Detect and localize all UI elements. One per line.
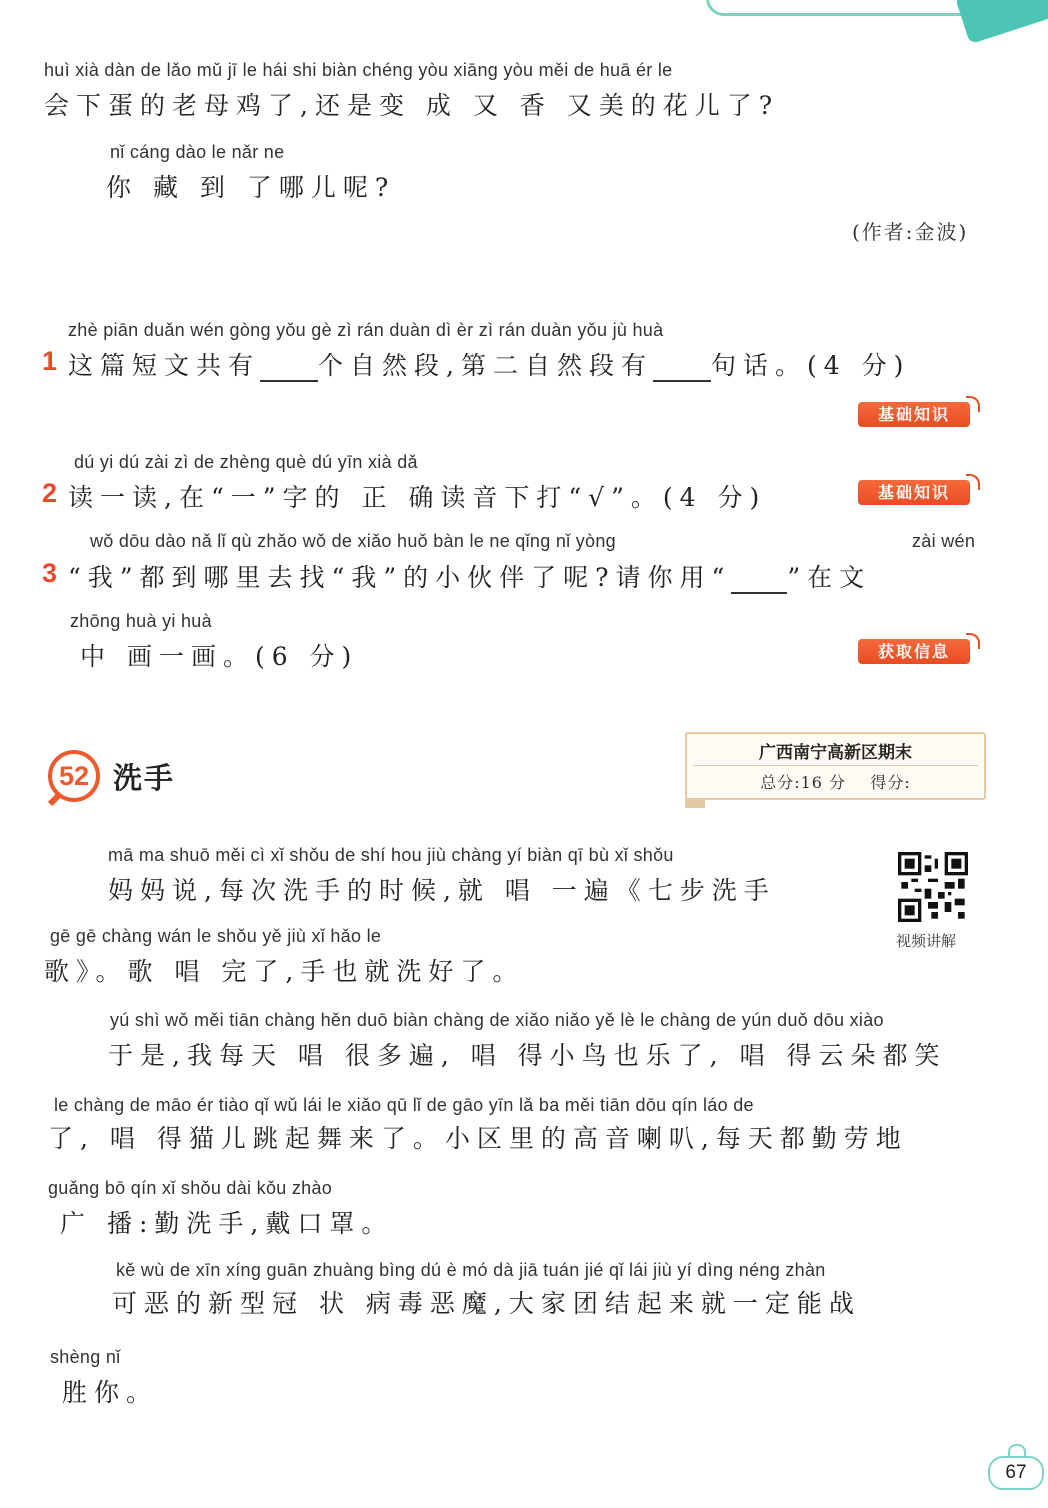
q3-blank[interactable] [731,570,787,594]
score-box [685,732,986,800]
para-line2-pinyin: gē gē chàng wán le shǒu yě jiù xǐ hǎo le [50,926,382,946]
q3-number: 3 [42,558,58,588]
para-line3-pinyin: yú shì wǒ měi tiān chàng hěn duō biàn chàng de xiǎo niǎo yě lè le chàng de yún duǒ dōu xiào [110,1010,884,1030]
para-line6-text: 可恶的新型冠 状 病毒恶魔,大家团结起来就一定能战 [112,1289,861,1318]
para-line7-pinyin: shèng nǐ [50,1347,121,1367]
q3-text [68,558,871,594]
para-line4-pinyin: le chàng de māo ér tiào qǐ wǔ lái le xiǎo qū lǐ de gāo yīn lǎ ba měi tiān dōu qín láo de [54,1095,754,1115]
q3-pinyin-right: zài wén [912,531,976,551]
page-number: 67 [988,1456,1044,1490]
q3-text-a: “我”都到哪里去找“我”的小伙伴了呢?请你用“ [68,563,732,592]
para-line4-text: 了, 唱 得猫儿跳起舞来了。小区里的高音喇叭,每天都勤劳地 [48,1124,908,1153]
q2-pinyin: dú yi dú zài zì de zhèng què dú yīn xià dǎ [74,452,418,472]
q1-number: 1 [42,346,58,376]
score-total: 总分:16 分 [760,773,847,792]
q1-text [68,346,910,382]
q3-text-2: 中 画一画。(6 分) [80,642,359,671]
qr-code-icon[interactable] [898,852,968,922]
poem-author: (作者:金波) [852,220,969,244]
q3-tag: 获取信息 [858,639,970,664]
lesson-title: 洗手 [113,763,176,795]
qr-code-label: 视频讲解 [896,932,957,950]
poem-line2-pinyin: nǐ cáng dào le nǎr ne [110,142,285,162]
para-line5-pinyin: guǎng bō qín xǐ shǒu dài kǒu zhào [48,1178,333,1198]
score-box-title: 广西南宁高新区期末 [759,743,912,762]
lesson-number-badge: 52 [48,750,100,802]
para-line1-pinyin: mā ma shuō měi cì xǐ shǒu de shí hou jiù chàng yí biàn qī bù xǐ shǒu [108,845,674,865]
q3-pinyin-2: zhōng huà yi huà [70,611,212,631]
score-box-scores [687,770,984,793]
poem-line1-text: 会下蛋的老母鸡了,还是变 成 又 香 又美的花儿了? [44,91,780,120]
poem-line1-pinyin: huì xià dàn de lǎo mǔ jī le hái shi biàn chéng yòu xiāng yòu měi de huā ér le [44,60,673,80]
q1-text-c: 句话。(4 分) [710,351,911,380]
para-line5-text: 广 播:勤洗手,戴口罩。 [60,1209,394,1238]
q1-blank-1[interactable] [260,358,318,382]
q3-text-b: ”在文 [787,563,872,592]
q1-tag: 基础知识 [858,402,970,427]
para-line3-text: 于是,我每天 唱 很多遍, 唱 得小鸟也乐了, 唱 得云朵都笑 [108,1041,947,1070]
top-corner-decoration [955,0,1048,44]
para-line7-text: 胜你。 [62,1378,159,1407]
q1-pinyin: zhè piān duǎn wén gòng yǒu gè zì rán duàn dì èr zì rán duàn yǒu jù huà [68,320,664,340]
para-line2-text: 歌》。歌 唱 完了,手也就洗好了。 [44,957,525,986]
magnifier-handle-icon [48,792,62,806]
q3-pinyin: wǒ dōu dào nǎ lǐ qù zhǎo wǒ de xiǎo huǒ bàn le ne qǐng nǐ yòng [90,531,616,551]
poem-line2-text: 你 藏 到 了哪儿呢? [106,173,396,202]
para-line6-pinyin: kě wù de xīn xíng guān zhuàng bìng dú è mó dà jiā tuán jié qǐ lái jiù yí dìng néng zhàn [116,1260,826,1280]
q1-text-a: 这篇短文共有 [68,351,261,380]
q1-blank-2[interactable] [653,358,711,382]
para-line1-text: 妈妈说,每次洗手的时候,就 唱 一遍《七步洗手 [108,876,776,905]
q2-tag: 基础知识 [858,480,970,505]
score-field[interactable]: 得分: [870,773,911,792]
q1-text-b: 个自然段,第二自然段有 [318,351,653,380]
q2-number: 2 [42,478,58,508]
q2-text: 读一读,在“一”字的 正 确读音下打“√”。(4 分) [68,483,767,512]
